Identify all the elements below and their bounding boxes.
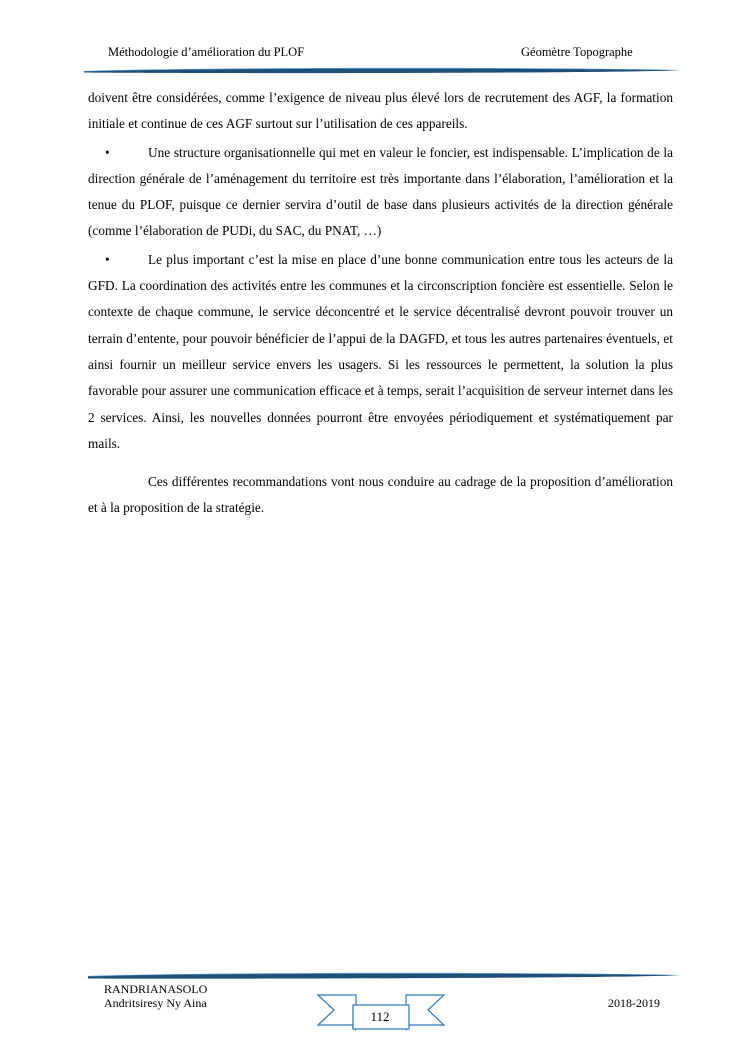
bullet-item	[88, 247, 673, 457]
bullet-item	[88, 140, 673, 245]
footer-year: 2018-2019	[608, 996, 660, 1010]
document-body	[88, 85, 673, 522]
footer-rule-line	[88, 974, 680, 979]
bullet-symbol: •	[105, 251, 110, 267]
continuation-paragraph: doivent être considérées, comme l’exigence de niveau plus élevé lors de recrutement des AGF, la formation initiale et continue de ces AGF surtout sur l’utilisation de ces appareils.	[88, 90, 673, 132]
header-title-right: Géomètre Topographe	[521, 45, 633, 59]
bullet-text: Une structure organisationnelle qui met en valeur le foncier, est indispensable. L’implication de la direction générale de l’aménagement du territoire est très importante dans l’élaboration, l’amélioration et la tenue du PLOF, puisque ce dernier servira d’outil de base dans plusieurs activités de la direction générale (comme l’élaboration de PUDi, du SAC, du PNAT, …)	[88, 144, 673, 239]
header-title-left: Méthodologie d’amélioration du PLOF	[108, 45, 305, 59]
footer-author-line2: Andritsiresy Ny Aina	[104, 996, 207, 1010]
bullet-symbol: •	[105, 144, 110, 160]
footer-rule-highlight	[88, 973, 680, 978]
header-rule	[0, 0, 745, 80]
page-number: 112	[370, 1009, 390, 1024]
bullet-text: Le plus important c’est la mise en place d’une bonne communication entre tous les acteurs de la GFD. La coordination des activités entre les communes et la circonscription foncière est essentielle. Selon le contexte de chaque commune, le service déconcentré et le service décentralisé devront pouvoir trouver un terrain d’entente, pour pouvoir bénéficier de l’appui de la DAGFD, et tous les autres partenaires éventuels, et ainsi fournir un meilleur service envers les usagers. Si les ressources le permettent, la solution la plus favorable pour assurer une communication efficace et à temps, serait l’acquisition de serveur internet dans les 2 services. Ainsi, les nouvelles données pourront être envoyées périodiquement et systématiquement par mails.	[88, 251, 673, 451]
footer-author-line1: RANDRIANASOLO	[104, 982, 208, 996]
closing-paragraph: Ces différentes recommandations vont nous conduire au cadrage de la proposition d’amélioration et à la proposition de la stratégie.	[88, 474, 673, 516]
